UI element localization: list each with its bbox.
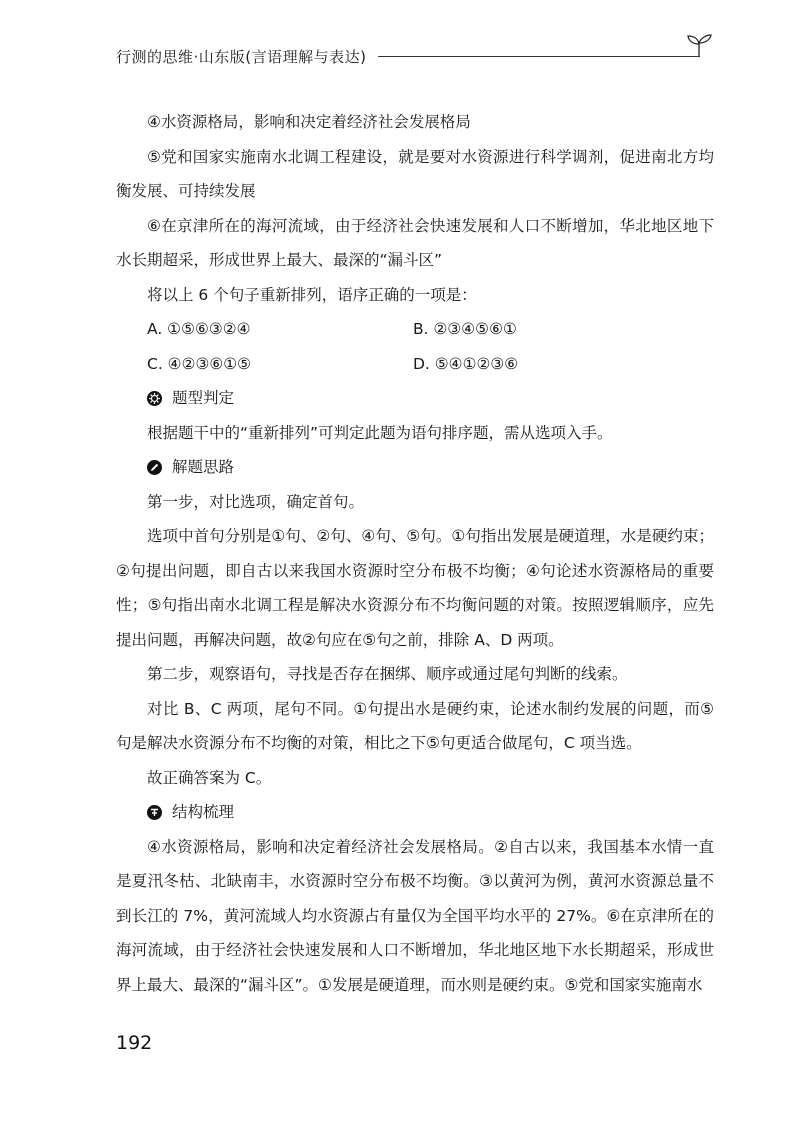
pencil-icon [147,460,162,475]
question-prompt: 将以上 6 个句子重新排列，语序正确的一项是： [147,285,477,304]
option-d: D. ⑤④①②③⑥ [413,354,519,373]
header-rule [378,56,700,57]
option-a: A. ①⑤⑥③②④ [147,320,251,338]
section-title-structure: 结构梳理 [172,803,235,821]
solution-step-2: 第二步，观察语句，寻找是否存在捆绑、顺序或通过尾句判断的线索。 [147,665,628,683]
option-b: B. ②③④⑤⑥① [413,320,517,338]
sentence-4: ④水资源格局，影响和决定着经济社会发展格局 [147,113,471,131]
section-structure [116,795,714,830]
gear-icon [147,391,162,406]
options-row-2 [116,347,714,382]
section-title-solution: 解题思路 [172,458,235,476]
sprout-icon [684,32,714,58]
solution-step-1: 第一步，对比选项，确定首句。 [147,492,365,511]
solution-analysis-2: 对比 B、C 两项，尾句不同。①句提出水是硬约束，论述水制约发展的问题，而⑤句是解决水资源分布不均衡的对策，相比之下⑤句更适合做尾句，C 项当选。 [116,699,714,752]
section-solution [116,450,714,485]
solution-answer: 故正确答案为 C。 [147,768,272,787]
page-content [116,105,714,1002]
option-c: C. ④②③⑥①⑤ [147,354,252,373]
header-title: 行测的思维·山东版(言语理解与表达) [116,48,367,66]
type-judgment-body: 根据题干中的“重新排列”可判定此题为语句排序题，需从选项入手。 [147,423,613,442]
structure-body: ④水资源格局，影响和决定着经济社会发展格局。②自古以来，我国基本水情一直是夏汛冬枯、北缺南丰，水资源时空分布极不均衡。③以黄河为例，黄河水资源总量不到长江的 7%，黄河流域人均水资源占有量仅为全国平均水平的 27%。⑥在京津所在的海河流域，由于经济社会快速发展和人口不断增加，华北地区地下水长期超采，形成世界上最大、最深的“漏斗区”。①发展是硬道理，而水则是硬约束。⑤党和国家实施南水 [116,837,714,994]
options-row-1 [116,312,714,347]
section-title-type-judgment: 题型判定 [172,389,235,407]
running-header [116,32,716,66]
page-number: 192 [116,1032,153,1054]
sentence-5: ⑤党和国家实施南水北调工程建设，就是要对水资源进行科学调剂，促进南北方均衡发展、可持续发展 [116,147,714,200]
section-type-judgment [116,381,714,416]
solution-analysis-1: 选项中首句分别是①句、②句、④句、⑤句。①句指出发展是硬道理，水是硬约束；②句提出问题，即自古以来我国水资源时空分布极不均衡；④句论述水资源格局的重要性；⑤句指出南水北调工程是解决水资源分布不均衡问题的对策。按照逻辑顺序，应先提出问题，再解决问题，故②句应在⑤句之前，排除 A、D 两项。 [116,527,714,649]
structure-icon [147,805,162,820]
sentence-6: ⑥在京津所在的海河流域，由于经济社会快速发展和人口不断增加，华北地区地下水长期超采，形成世界上最大、最深的“漏斗区” [116,216,714,269]
